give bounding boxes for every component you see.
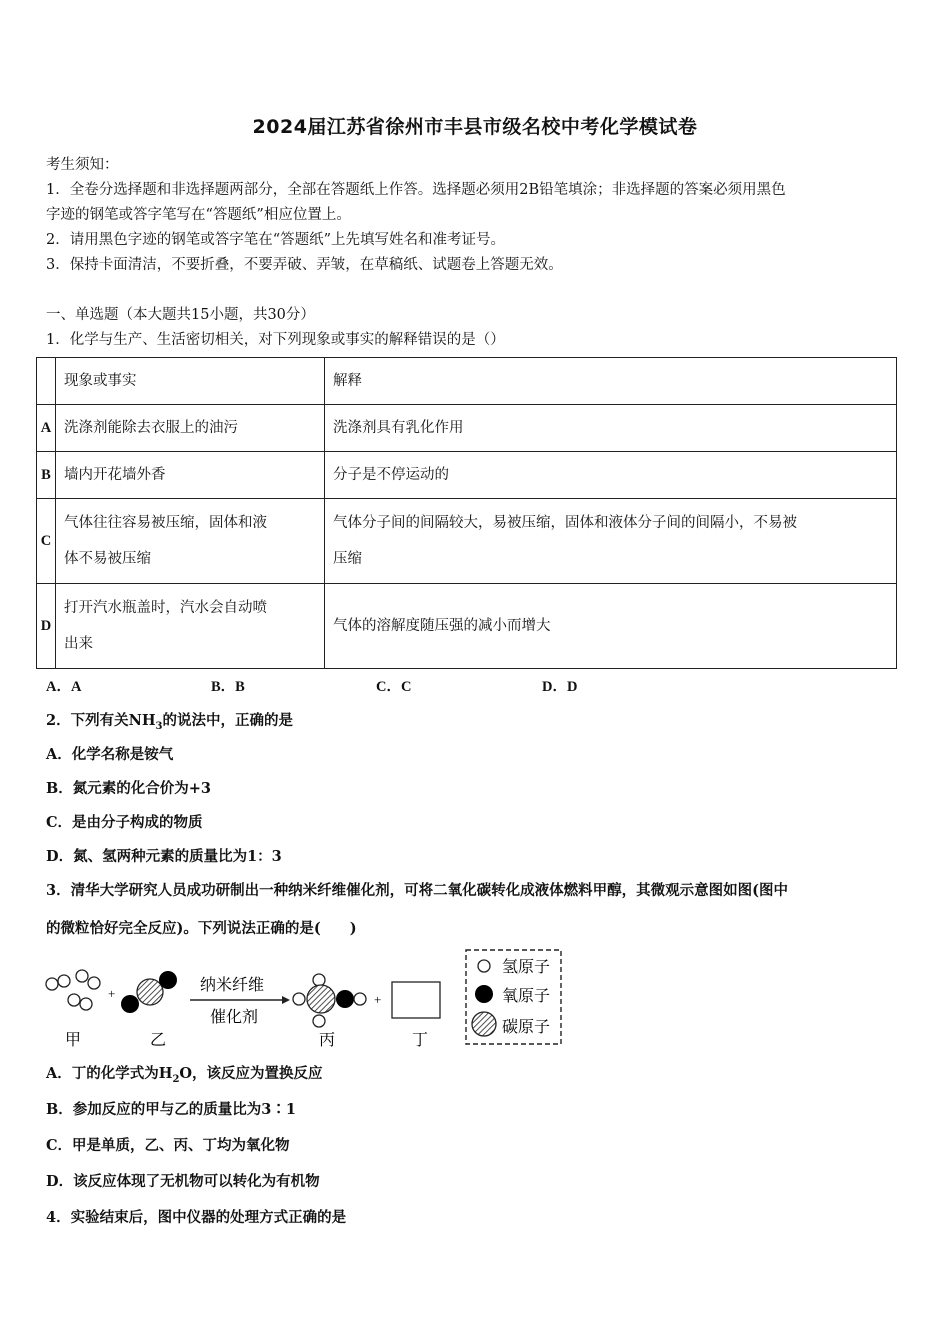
table-corner-cell: [37, 358, 56, 405]
reaction-diagram: [40, 946, 570, 1056]
q2-stem-pre: 2．下列有关NH: [46, 712, 156, 729]
plus-sign-2: +: [374, 992, 382, 1007]
q1-option-d[interactable]: D．D: [542, 679, 578, 695]
exam-title: 2024届江苏省徐州市丰县市级名校中考化学模试卷: [252, 116, 698, 138]
table-header-fact: 现象或事实: [56, 358, 325, 405]
notice-item-1-line-1: 1．全卷分选择题和非选择题两部分，全部在答题纸上作答。选择题必须用2B铅笔填涂；非选择题的答案必须用黑色: [46, 182, 786, 198]
q1-stem: 1．化学与生产、生活密切相关，对下列现象或事实的解释错误的是（）: [46, 332, 505, 348]
legend-carbon-label: 碳原子: [502, 1017, 551, 1036]
row-fact: [56, 499, 325, 584]
q2-stem-sub: 3: [155, 720, 163, 732]
legend-oxygen-label: 氧原子: [502, 986, 551, 1005]
q2-stem: [46, 709, 293, 732]
label-ding: 丁: [412, 1030, 429, 1049]
q1-option-a[interactable]: A．A: [46, 679, 82, 695]
legend-oxygen-icon: [475, 985, 493, 1003]
row-fact: [56, 584, 325, 669]
notice-item-3: 3．保持卡面清洁，不要折叠，不要弄破、弄皱，在草稿纸、试题卷上答题无效。: [46, 257, 563, 273]
q3-stem-line-1: 3．清华大学研究人员成功研制出一种纳米纤维催化剂，可将二氧化碳转化成液体燃料甲醇，其微观示意图如图(图中: [46, 882, 788, 899]
row-label: D: [37, 584, 56, 669]
label-jia: 甲: [65, 1030, 82, 1049]
row-explain: [325, 499, 897, 584]
row-fact: 洗涤剂能除去衣服上的油污: [56, 405, 325, 452]
q1-table: [36, 357, 897, 669]
notice-heading: 考生须知：: [46, 157, 119, 173]
q2-option-a[interactable]: A．化学名称是铵气: [46, 746, 174, 763]
q3-option-a[interactable]: [46, 1062, 323, 1085]
q1-option-b[interactable]: B．B: [211, 679, 245, 695]
table-row: [37, 584, 897, 669]
row-label: A: [37, 405, 56, 452]
row-label: B: [37, 452, 56, 499]
q3-option-a-pre: A．丁的化学式为H: [46, 1065, 173, 1082]
row-explain: 分子是不停运动的: [325, 452, 897, 499]
row-fact: 墙内开花墙外香: [56, 452, 325, 499]
label-yi: 乙: [150, 1030, 167, 1049]
q1-option-c[interactable]: C．C: [376, 679, 412, 695]
q3-stem-line-2: 的微粒恰好完全反应)。下列说法正确的是( ): [46, 920, 357, 937]
row-explain: 气体的溶解度随压强的减小而增大: [325, 584, 897, 669]
legend-hydrogen-label: 氢原子: [502, 957, 551, 976]
row-label: C: [37, 499, 56, 584]
row-fact-line: 气体往往容易被压缩，固体和液: [64, 515, 267, 531]
plus-sign-1: +: [108, 986, 116, 1001]
row-explain: 洗涤剂具有乳化作用: [325, 405, 897, 452]
table-row: [37, 499, 897, 584]
q3-option-c[interactable]: C．甲是单质，乙、丙、丁均为氧化物: [46, 1137, 290, 1154]
legend-hydrogen-icon: [478, 960, 490, 972]
q4-stem: 4．实验结束后，图中仪器的处理方式正确的是: [46, 1209, 347, 1226]
notice-item-2: 2．请用黑色字迹的钢笔或答字笔在“答题纸”上先填写姓名和准考证号。: [46, 232, 506, 248]
product-ding-box: [392, 982, 440, 1018]
catalyst-top-text: 纳米纤维: [200, 977, 265, 994]
row-explain-line: 气体分子间的间隔较大，易被压缩，固体和液体分子间的间隔小，不易被: [333, 515, 797, 531]
q3-option-b[interactable]: B．参加反应的甲与乙的质量比为3∶1: [46, 1101, 296, 1118]
q3-option-a-sub: 2: [172, 1073, 180, 1085]
row-explain-line: 压缩: [333, 551, 362, 567]
notice-item-1-line-2: 字迹的钢笔或答字笔写在“答题纸”相应位置上。: [46, 207, 351, 223]
q2-option-b[interactable]: B．氮元素的化合价为+3: [46, 780, 211, 797]
table-row: [37, 452, 897, 499]
reactant-jia-molecules: [46, 970, 100, 1010]
row-fact-line: 打开汽水瓶盖时，汽水会自动喷: [64, 600, 267, 616]
legend-carbon-icon: [472, 1012, 496, 1036]
q3-option-d[interactable]: D．该反应体现了无机物可以转化为有机物: [46, 1173, 320, 1190]
table-header-row: [37, 358, 897, 405]
catalyst-bottom-text: 催化剂: [210, 1009, 259, 1026]
reaction-arrow-head: [282, 996, 290, 1004]
product-bing-molecule: [293, 974, 366, 1027]
q2-option-c[interactable]: C．是由分子构成的物质: [46, 814, 203, 831]
reactant-yi-molecule: [121, 971, 177, 1013]
q2-option-d[interactable]: D．氮、氢两种元素的质量比为1：3: [46, 848, 282, 865]
q2-stem-post: 的说法中，正确的是: [162, 712, 294, 729]
q3-option-a-post: O，该反应为置换反应: [179, 1065, 323, 1082]
row-fact-line: 体不易被压缩: [64, 551, 151, 567]
table-row: [37, 405, 897, 452]
label-bing: 丙: [319, 1030, 336, 1049]
row-fact-line: 出来: [64, 636, 93, 652]
table-header-explain: 解释: [325, 358, 897, 405]
section-heading: 一、单选题（本大题共15小题，共30分）: [46, 307, 315, 323]
